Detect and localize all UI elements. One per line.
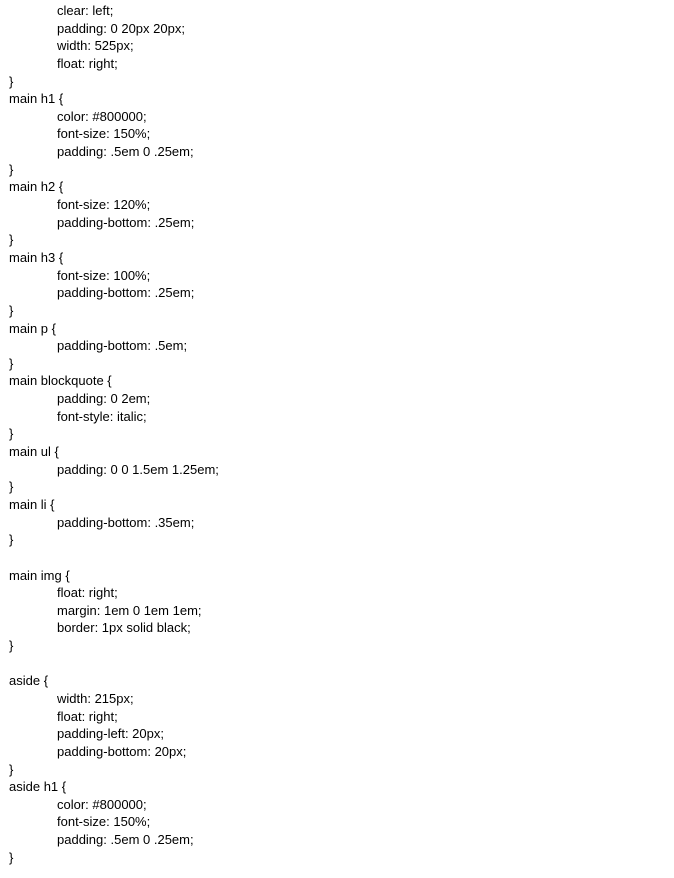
css-closing-brace-line: } <box>9 761 14 777</box>
css-selector-line: aside { <box>9 673 49 689</box>
css-property-line: padding-bottom: 20px; <box>57 743 187 759</box>
css-closing-brace-line: } <box>9 161 14 177</box>
css-property-line: border: 1px solid black; <box>57 620 191 636</box>
css-property-line: width: 215px; <box>57 690 134 706</box>
css-closing-brace-line: } <box>9 849 14 865</box>
css-property-line: font-size: 150%; <box>57 126 151 142</box>
css-property-line: float: right; <box>57 55 118 71</box>
css-closing-brace-line: } <box>9 532 14 548</box>
css-selector-line: main h1 { <box>9 91 64 107</box>
css-property-line: padding-left: 20px; <box>57 726 164 742</box>
css-property-line: padding: 0 2em; <box>57 391 151 407</box>
css-closing-brace-line: } <box>9 638 14 654</box>
css-selector-line: main h3 { <box>9 249 64 265</box>
css-property-line: padding-bottom: .25em; <box>57 285 195 301</box>
css-selector-line: main ul { <box>9 444 59 460</box>
css-selector-line: main blockquote { <box>9 373 112 389</box>
css-property-line: margin: 1em 0 1em 1em; <box>57 602 202 618</box>
css-property-line: padding: .5em 0 .25em; <box>57 832 194 848</box>
css-selector-line: main p { <box>9 320 56 336</box>
css-closing-brace-line: } <box>9 426 14 442</box>
blank-line <box>0 549 674 567</box>
css-property-line: float: right; <box>57 585 118 601</box>
css-selector-line: main h2 { <box>9 179 64 195</box>
css-closing-brace-line: } <box>9 302 14 318</box>
css-property-line: float: right; <box>57 708 118 724</box>
css-property-line: font-size: 100%; <box>57 267 151 283</box>
css-property-line: padding-bottom: .25em; <box>57 214 195 230</box>
css-property-line: font-size: 150%; <box>57 814 151 830</box>
css-selector-line: main li { <box>9 496 55 512</box>
css-code-document <box>0 2 674 866</box>
css-property-line: padding-bottom: .5em; <box>57 338 188 354</box>
css-property-line: padding-bottom: .35em; <box>57 514 195 530</box>
css-property-line: padding: .5em 0 .25em; <box>57 144 194 160</box>
css-property-line: font-style: italic; <box>57 408 147 424</box>
css-property-line: clear: left; <box>57 3 114 18</box>
code-lines <box>0 2 674 866</box>
css-selector-line: aside h1 { <box>9 779 67 795</box>
css-closing-brace-line: } <box>9 355 14 371</box>
css-property-line: color: #800000; <box>57 108 147 124</box>
css-closing-brace-line: } <box>9 232 14 248</box>
css-property-line: width: 525px; <box>57 38 134 54</box>
css-property-line: padding: 0 0 1.5em 1.25em; <box>57 461 219 477</box>
css-property-line: color: #800000; <box>57 796 147 812</box>
css-property-line: padding: 0 20px 20px; <box>57 20 185 36</box>
css-selector-line: main img { <box>9 567 70 583</box>
css-property-line: font-size: 120%; <box>57 197 151 213</box>
css-closing-brace-line: } <box>9 73 14 89</box>
blank-line <box>0 655 674 673</box>
css-closing-brace-line: } <box>9 479 14 495</box>
